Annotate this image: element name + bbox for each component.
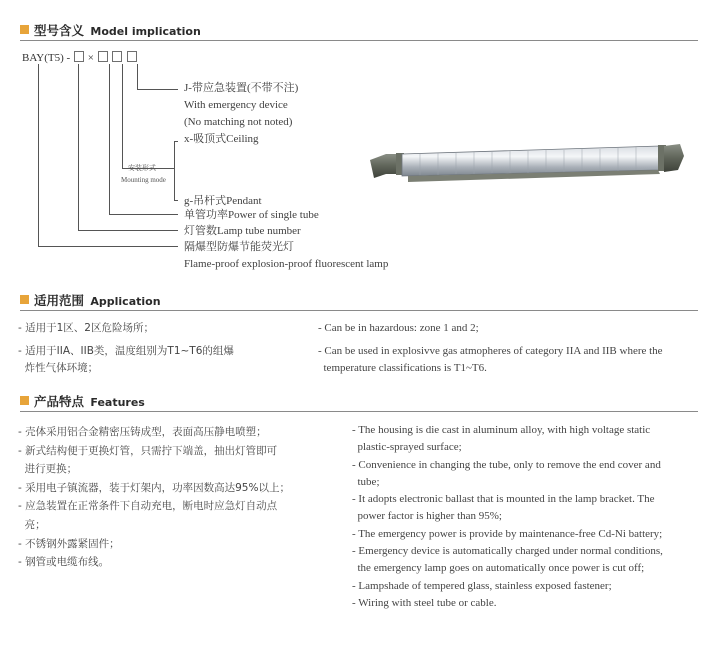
list-item: - Wiring with steel tube or cable. [352,596,497,609]
label-emergency-note: (No matching not noted) [184,116,293,128]
list-item: - 采用电子镇流器，装于灯架内，功率因数高达95%以上； [18,481,290,494]
list-item: - The housing is die cast in aluminum alloy, with high voltage static [352,424,651,436]
label-pendant: g-吊杆式Pendant [184,195,262,207]
list-item: 亮； [18,518,46,531]
application-list-zh [18,320,308,377]
label-emergency-zh: J-带应急装置(不带不注) [184,82,299,94]
section-title: 适用范围 Application [34,293,161,308]
list-item: - 应急装置在正常条件下自动充电，断电时应急灯自动点 [18,500,278,513]
code-box-tube-number [74,51,84,62]
section-marker-icon [20,396,29,405]
code-box-mounting [112,51,122,62]
section-marker-icon [20,295,29,304]
list-item: - 不锈钢外露紧固件； [18,537,120,550]
list-item: power factor is higher than 95%; [352,510,502,523]
list-item: - 适用于IIA、IIB类，温度组别为T1~T6的组爆 [18,345,234,357]
list-item: - It adopts electronic ballast that is mounted in the lamp bracket. The [352,493,655,506]
list-item: - Can be in hazardous: zone 1 and 2; [318,322,479,334]
application-list-en [318,320,703,377]
list-item: - 钢管或电缆布线。 [18,556,110,569]
list-item: - 适用于1区、2区危险场所； [18,322,154,334]
section-title: 产品特点 Features [34,394,145,409]
list-item: temperature classifications is T1~T6. [318,362,487,374]
list-item: - Emergency device is automatically charged under normal conditions, [352,545,663,558]
list-item: 进行更换； [18,463,78,476]
label-mounting-zh: 安装形式 [128,164,156,172]
fluorescent-lamp-image [368,140,686,188]
section-rule [20,411,698,412]
label-power: 单管功率Power of single tube [184,209,319,221]
list-item: - Can be used in explosivve gas atmopheres of category IIA and IIB where the [318,345,663,357]
list-item: - The emergency power is provide by maintenance-free Cd-Ni battery; [352,527,663,540]
model-times: × [87,52,94,64]
code-box-emergency [127,51,137,62]
label-ceiling: x-吸顶式Ceiling [184,133,259,145]
list-item: tube; [352,475,380,488]
list-item: - Convenience in changing the tube, only to remove the end cover and [352,458,661,471]
list-item: - 壳体采用铝合金精密压铸成型，表面高压静电喷塑； [18,426,267,438]
model-dash: - [66,52,71,64]
list-item: 炸性气体环境； [18,362,99,374]
model-code [22,51,138,64]
list-item: - 新式结构便于更换灯管，只需拧下端盖，抽出灯管即可 [18,444,278,457]
label-lamp-en: Flame-proof explosion-proof fluorescent lamp [184,258,389,270]
section-rule [20,40,698,41]
list-item: plastic-sprayed surface; [352,441,462,454]
section-title: 型号含义 Model implication [34,23,201,38]
code-box-power [98,51,108,62]
label-lamp-zh: 隔爆型防爆节能荧光灯 [184,241,294,253]
features-list-en [352,422,704,612]
features-list-zh [18,423,338,572]
list-item: the emergency lamp goes on automatically once power is cut off; [352,562,645,575]
section-rule [20,310,698,311]
label-mounting-en: Mounting mode [121,176,166,184]
label-emergency-en: With emergency device [184,99,288,111]
section-marker-icon [20,25,29,34]
list-item: - Lampshade of tempered glass, stainless exposed fastener; [352,579,612,592]
model-prefix: BAY(T5) [22,52,64,64]
label-tube-number: 灯管数Lamp tube number [184,225,301,237]
